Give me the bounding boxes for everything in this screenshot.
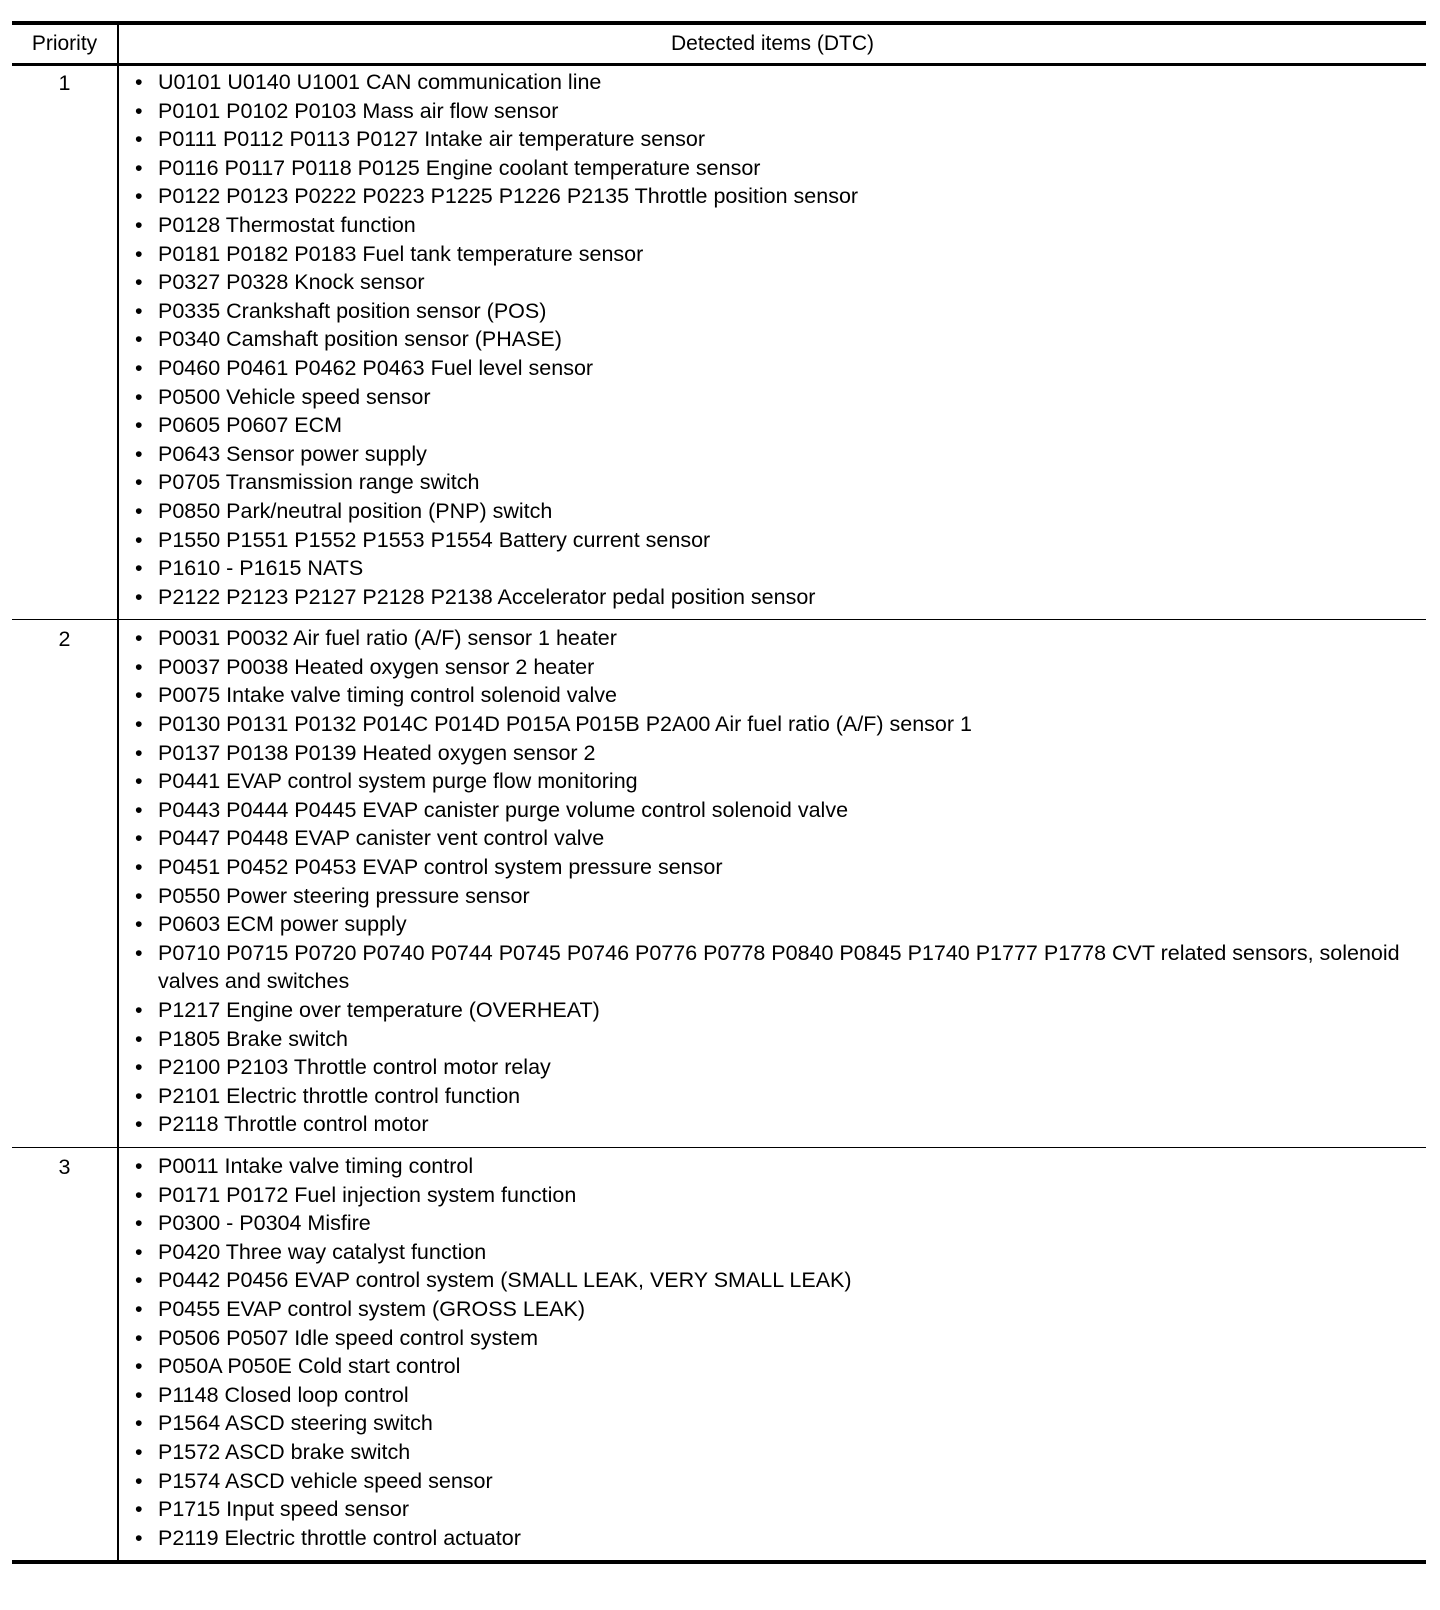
bullet-icon: • bbox=[135, 1055, 143, 1080]
dtc-list-item bbox=[135, 1438, 1418, 1467]
dtc-item-text: P0011 Intake valve timing control bbox=[158, 1153, 474, 1178]
dtc-item-text: P0443 P0444 P0445 EVAP canister purge volume control solenoid valve bbox=[158, 797, 849, 822]
bullet-icon: • bbox=[135, 769, 143, 794]
dtc-item-text: P0116 P0117 P0118 P0125 Engine coolant temperature sensor bbox=[158, 155, 761, 180]
bullet-icon: • bbox=[135, 1268, 143, 1293]
dtc-list-item bbox=[135, 97, 1418, 126]
bullet-icon: • bbox=[135, 298, 143, 323]
dtc-list-item bbox=[135, 1524, 1418, 1553]
dtc-item-text: P2119 Electric throttle control actuator bbox=[158, 1525, 521, 1550]
bullet-icon: • bbox=[135, 413, 143, 438]
dtc-list-item bbox=[135, 1025, 1418, 1054]
dtc-list-item bbox=[135, 354, 1418, 383]
dtc-list-item bbox=[135, 653, 1418, 682]
dtc-item-text: P0460 P0461 P0462 P0463 Fuel level sensor bbox=[158, 355, 594, 380]
detected-items-cell bbox=[118, 620, 1426, 1148]
dtc-item-text: P2118 Throttle control motor bbox=[158, 1112, 429, 1137]
bullet-icon: • bbox=[135, 470, 143, 495]
dtc-list-item bbox=[135, 526, 1418, 555]
dtc-item-text: P0335 Crankshaft position sensor (POS) bbox=[158, 298, 547, 323]
bullet-icon: • bbox=[135, 212, 143, 237]
dtc-list-item bbox=[135, 1266, 1418, 1295]
bullet-icon: • bbox=[135, 384, 143, 409]
dtc-list-item bbox=[135, 154, 1418, 183]
dtc-list-item bbox=[135, 440, 1418, 469]
dtc-item-text: P0643 Sensor power supply bbox=[158, 441, 427, 466]
dtc-list-item bbox=[135, 1053, 1418, 1082]
dtc-list-item bbox=[135, 125, 1418, 154]
bullet-icon: • bbox=[135, 1211, 143, 1236]
priority-group-row bbox=[12, 1147, 1426, 1562]
bullet-icon: • bbox=[135, 654, 143, 679]
priority-cell bbox=[12, 1147, 118, 1562]
dtc-item-text: P1805 Brake switch bbox=[158, 1026, 349, 1051]
dtc-item-text: P0130 P0131 P0132 P014C P014D P015A P015B P2A00 Air fuel ratio (A/F) sensor 1 bbox=[158, 712, 972, 737]
bullet-icon: • bbox=[135, 1296, 143, 1321]
dtc-list-item bbox=[135, 1209, 1418, 1238]
dtc-list-item bbox=[135, 297, 1418, 326]
dtc-item-text: P0603 ECM power supply bbox=[158, 912, 407, 937]
dtc-item-text: P0128 Thermostat function bbox=[158, 212, 416, 237]
dtc-list-item bbox=[135, 583, 1418, 612]
dtc-list-item bbox=[135, 739, 1418, 768]
bullet-icon: • bbox=[135, 441, 143, 466]
dtc-list-item bbox=[135, 1181, 1418, 1210]
bullet-icon: • bbox=[135, 556, 143, 581]
bullet-icon: • bbox=[135, 1382, 143, 1407]
dtc-list-item bbox=[135, 1409, 1418, 1438]
bullet-icon: • bbox=[135, 584, 143, 609]
dtc-item-text: P0710 P0715 P0720 P0740 P0744 P0745 P0746 P0776 P0778 P0840 P0845 P1740 P1777 P1778 CVT related sensors, solenoid valves and switches bbox=[158, 940, 1400, 994]
bullet-icon: • bbox=[135, 327, 143, 352]
dtc-item-text: P1610 - P1615 NATS bbox=[158, 556, 364, 581]
dtc-item-text: P0340 Camshaft position sensor (PHASE) bbox=[158, 327, 562, 352]
bullet-icon: • bbox=[135, 1439, 143, 1464]
dtc-list-item bbox=[135, 1238, 1418, 1267]
bullet-icon: • bbox=[135, 184, 143, 209]
bullet-icon: • bbox=[135, 826, 143, 851]
dtc-item-text: P0101 P0102 P0103 Mass air flow sensor bbox=[158, 98, 559, 123]
dtc-list-item bbox=[135, 624, 1418, 653]
bullet-icon: • bbox=[135, 1083, 143, 1108]
dtc-item-text: P2101 Electric throttle control function bbox=[158, 1083, 521, 1108]
dtc-item-text: P0550 Power steering pressure sensor bbox=[158, 883, 530, 908]
detected-items-column-header: Detected items (DTC) bbox=[118, 23, 1426, 65]
bullet-icon: • bbox=[135, 70, 143, 94]
dtc-list bbox=[119, 620, 1426, 1147]
dtc-list-item bbox=[135, 681, 1418, 710]
dtc-item-text: P2122 P2123 P2127 P2128 P2138 Accelerator pedal position sensor bbox=[158, 584, 816, 609]
dtc-item-text: P0327 P0328 Knock sensor bbox=[158, 270, 425, 295]
detected-items-cell bbox=[118, 65, 1426, 620]
dtc-item-text: P0500 Vehicle speed sensor bbox=[158, 384, 431, 409]
dtc-item-text: P0850 Park/neutral position (PNP) switch bbox=[158, 498, 553, 523]
dtc-item-text: P1574 ASCD vehicle speed sensor bbox=[158, 1468, 493, 1493]
dtc-list-item bbox=[135, 796, 1418, 825]
dtc-list-item bbox=[135, 211, 1418, 240]
dtc-list-item bbox=[135, 853, 1418, 882]
dtc-item-text: P0420 Three way catalyst function bbox=[158, 1239, 487, 1264]
dtc-item-text: P1715 Input speed sensor bbox=[158, 1497, 410, 1522]
dtc-item-text: P050A P050E Cold start control bbox=[158, 1354, 461, 1379]
dtc-list-item bbox=[135, 268, 1418, 297]
dtc-list-item bbox=[135, 325, 1418, 354]
dtc-list-item bbox=[135, 1352, 1418, 1381]
dtc-list-item bbox=[135, 939, 1418, 996]
bullet-icon: • bbox=[135, 683, 143, 708]
dtc-list-item bbox=[135, 710, 1418, 739]
bullet-icon: • bbox=[135, 355, 143, 380]
bullet-icon: • bbox=[135, 155, 143, 180]
dtc-priority-table bbox=[12, 21, 1426, 1564]
dtc-list-item bbox=[135, 1152, 1418, 1181]
bullet-icon: • bbox=[135, 883, 143, 908]
bullet-icon: • bbox=[135, 1239, 143, 1264]
dtc-list-item bbox=[135, 1082, 1418, 1111]
priority-cell bbox=[12, 65, 118, 620]
dtc-list-item bbox=[135, 1110, 1418, 1139]
dtc-list bbox=[119, 66, 1426, 619]
bullet-icon: • bbox=[135, 1325, 143, 1350]
dtc-list bbox=[119, 1148, 1426, 1560]
dtc-item-text: P0442 P0456 EVAP control system (SMALL LEAK, VERY SMALL LEAK) bbox=[158, 1268, 852, 1293]
dtc-list-item bbox=[135, 1495, 1418, 1524]
bullet-icon: • bbox=[135, 270, 143, 295]
dtc-item-text: P0300 - P0304 Misfire bbox=[158, 1211, 371, 1236]
dtc-item-text: P0137 P0138 P0139 Heated oxygen sensor 2 bbox=[158, 740, 596, 765]
dtc-item-text: P0111 P0112 P0113 P0127 Intake air temperature sensor bbox=[158, 127, 706, 152]
bullet-icon: • bbox=[135, 797, 143, 822]
priority-column-header: Priority bbox=[12, 23, 118, 65]
dtc-item-text: P1148 Closed loop control bbox=[158, 1382, 409, 1407]
dtc-list-item bbox=[135, 1324, 1418, 1353]
priority-group-row bbox=[12, 620, 1426, 1148]
dtc-list-item bbox=[135, 1295, 1418, 1324]
dtc-list-item bbox=[135, 767, 1418, 796]
dtc-item-text: P0447 P0448 EVAP canister vent control valve bbox=[158, 826, 605, 851]
dtc-list-item bbox=[135, 240, 1418, 269]
bullet-icon: • bbox=[135, 855, 143, 880]
dtc-item-text: P0122 P0123 P0222 P0223 P1225 P1226 P2135 Throttle position sensor bbox=[158, 184, 859, 209]
dtc-list-item bbox=[135, 554, 1418, 583]
dtc-list-item bbox=[135, 1467, 1418, 1496]
dtc-list-item bbox=[135, 910, 1418, 939]
dtc-list-item bbox=[135, 824, 1418, 853]
dtc-item-text: P1564 ASCD steering switch bbox=[158, 1411, 433, 1436]
priority-value: 2 bbox=[58, 627, 71, 652]
dtc-list-item bbox=[135, 383, 1418, 412]
dtc-item-text: P0506 P0507 Idle speed control system bbox=[158, 1325, 539, 1350]
dtc-item-text: P0181 P0182 P0183 Fuel tank temperature sensor bbox=[158, 241, 644, 266]
table-body bbox=[12, 65, 1426, 1563]
bullet-icon: • bbox=[135, 1153, 143, 1178]
bullet-icon: • bbox=[135, 527, 143, 552]
bullet-icon: • bbox=[135, 98, 143, 123]
bullet-icon: • bbox=[135, 1525, 143, 1550]
dtc-list-item bbox=[135, 882, 1418, 911]
bullet-icon: • bbox=[135, 1182, 143, 1207]
bullet-icon: • bbox=[135, 498, 143, 523]
dtc-item-text: U0101 U0140 U1001 CAN communication line bbox=[158, 70, 602, 94]
bullet-icon: • bbox=[135, 1354, 143, 1379]
bullet-icon: • bbox=[135, 1497, 143, 1522]
dtc-item-text: P1217 Engine over temperature (OVERHEAT) bbox=[158, 998, 600, 1022]
bullet-icon: • bbox=[135, 740, 143, 765]
dtc-item-text: P0455 EVAP control system (GROSS LEAK) bbox=[158, 1296, 585, 1321]
dtc-list-item bbox=[135, 1381, 1418, 1410]
priority-value: 1 bbox=[58, 71, 71, 95]
dtc-item-text: P0451 P0452 P0453 EVAP control system pressure sensor bbox=[158, 855, 723, 880]
bullet-icon: • bbox=[135, 998, 143, 1022]
dtc-list-item bbox=[135, 68, 1418, 97]
bullet-icon: • bbox=[135, 912, 143, 937]
dtc-item-text: P0171 P0172 Fuel injection system function bbox=[158, 1182, 577, 1207]
bullet-icon: • bbox=[135, 241, 143, 266]
priority-value: 3 bbox=[58, 1154, 71, 1179]
bullet-icon: • bbox=[135, 127, 143, 152]
bullet-icon: • bbox=[135, 1112, 143, 1137]
dtc-item-text: P0037 P0038 Heated oxygen sensor 2 heater bbox=[158, 654, 595, 679]
dtc-list-item bbox=[135, 996, 1418, 1025]
dtc-item-text: P1572 ASCD brake switch bbox=[158, 1439, 411, 1464]
bullet-icon: • bbox=[135, 1468, 143, 1493]
priority-group-row bbox=[12, 65, 1426, 620]
bullet-icon: • bbox=[135, 940, 143, 965]
priority-cell bbox=[12, 620, 118, 1148]
dtc-item-text: P0705 Transmission range switch bbox=[158, 470, 480, 495]
dtc-item-text: P0031 P0032 Air fuel ratio (A/F) sensor 1 heater bbox=[158, 626, 617, 651]
dtc-item-text: P0075 Intake valve timing control solenoid valve bbox=[158, 683, 617, 708]
dtc-list-item bbox=[135, 497, 1418, 526]
detected-items-cell bbox=[118, 1147, 1426, 1562]
dtc-list-item bbox=[135, 411, 1418, 440]
bullet-icon: • bbox=[135, 712, 143, 737]
dtc-list-item bbox=[135, 182, 1418, 211]
bullet-icon: • bbox=[135, 1411, 143, 1436]
dtc-item-text: P0605 P0607 ECM bbox=[158, 413, 343, 438]
dtc-item-text: P0441 EVAP control system purge flow monitoring bbox=[158, 769, 638, 794]
dtc-item-text: P1550 P1551 P1552 P1553 P1554 Battery current sensor bbox=[158, 527, 711, 552]
bullet-icon: • bbox=[135, 1026, 143, 1051]
header-row bbox=[12, 23, 1426, 65]
bullet-icon: • bbox=[135, 626, 143, 651]
dtc-item-text: P2100 P2103 Throttle control motor relay bbox=[158, 1055, 551, 1080]
dtc-list-item bbox=[135, 468, 1418, 497]
